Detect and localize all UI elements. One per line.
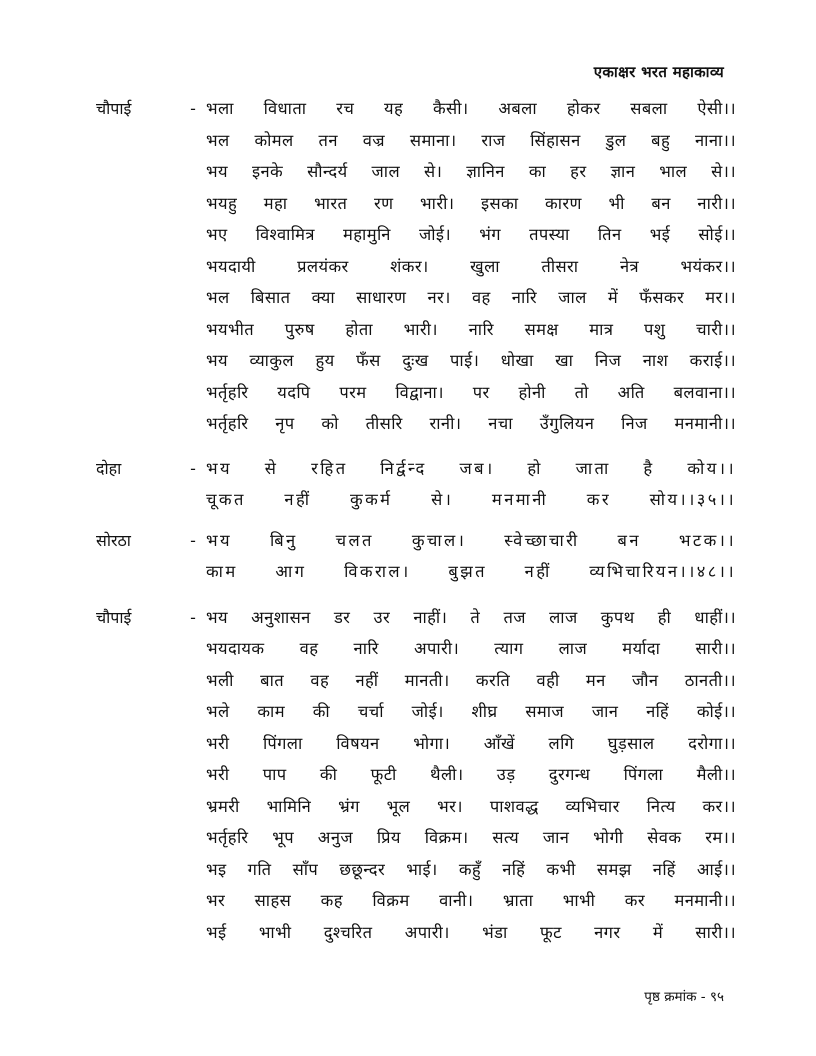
section-label: सोरठा — [96, 530, 131, 550]
verse-line: भइ गति साँप छछून्दर भाई। कहुँ नहिं कभी समझ नहिं आई।। — [206, 859, 736, 879]
verse-line: भय इनके सौन्दर्य जाल से। ज्ञानिन का हर ज्ञान भाल से।। — [206, 162, 736, 181]
verse-line: भर्तृहरि भूप अनुज प्रिय विक्रम। सत्य जान भोगी सेवक रम।। — [206, 828, 736, 847]
verse-line: भ्रमरी भामिनि भ्रंग भूल भर। पाशवद्ध व्यभिचार नित्य कर।। — [206, 796, 736, 816]
verse-line: काम आग विकराल। बुझत नहीं व्यभिचारियन।।४८।। — [206, 562, 736, 581]
verse-line: भरी पिंगला विषयन भोगा। आँखें लगि घुड़साल दरोगा।। — [206, 733, 736, 753]
verse-line: भयभीत पुरुष होता भारी। नारि समक्ष मात्र पशु चारी।। — [206, 319, 736, 339]
verse-line: भय अनुशासन डर उर नाहीं। ते तज लाज कुपथ ही धाहीं।। — [206, 607, 736, 627]
section-dash: - — [190, 607, 196, 627]
verse-line: भय बिनु चलत कुचाल। स्वेच्छाचारी बन भटक।। — [206, 530, 736, 550]
section-dash: - — [190, 530, 196, 550]
section-label: चौपाई — [96, 99, 132, 118]
section-label: दोहा — [96, 458, 122, 478]
section-dash: - — [190, 99, 196, 118]
section-sortha — [96, 525, 736, 588]
verse-line: भयदायी प्रलयंकर शंकर। खुला तीसरा नेत्र भयंकर।। — [206, 256, 736, 276]
verse-line: भरी पाप की फूटी थैली। उड़ दुरगन्ध पिंगला मैली।। — [206, 765, 736, 784]
verse-line: भले काम की चर्चा जोई। शीघ्र समाज जान नहिं कोई।। — [206, 702, 736, 721]
verse-line: चूकत नहीं कुकर्म से। मनमानी कर सोय।।३५।। — [206, 490, 736, 509]
verse-line: भला विधाता रच यह कैसी। अबला होकर सबला ऐसी।। — [206, 99, 736, 118]
verse-line: भयदायक वह नारि अपारी। त्याग लाज मर्यादा सारी।। — [206, 639, 736, 658]
verse-line: भर साहस कह विक्रम वानी। भ्राता भाभी कर मनमानी।। — [206, 891, 736, 910]
verse-line: भल बिसात क्या साधारण नर। वह नारि जाल में फँसकर मर।। — [206, 288, 736, 307]
verse-line: भर्तृहरि यदपि परम विद्वाना। पर होनी तो अति बलवाना।। — [206, 382, 736, 402]
verse-line: भय से रहित निर्द्वन्द जब। हो जाता है कोय।। — [206, 458, 736, 478]
verse-line: भय व्याकुल हुय फँस दुःख पाई। धोखा खा निज नाश कराई।। — [206, 351, 736, 370]
verse-line: भयहु महा भारत रण भारी। इसका कारण भी बन नारी।। — [206, 193, 736, 213]
section-chaupai-2 — [96, 602, 736, 949]
section-label: चौपाई — [96, 607, 132, 627]
verse-line: भए विश्वामित्र महामुनि जोई। भंग तपस्या तिन भई सोई।। — [206, 225, 736, 244]
verse-lines — [206, 453, 736, 516]
verse-lines — [206, 525, 736, 588]
verse-line: भली बात वह नहीं मानती। करति वही मन जौन ठानती।। — [206, 670, 736, 690]
page-content — [96, 93, 736, 948]
section-doha — [96, 453, 736, 516]
verse-line: भई भाभी दुश्चरित अपारी। भंडा फूट नगर में सारी।। — [206, 922, 736, 942]
verse-lines — [206, 93, 736, 440]
section-chaupai-1 — [96, 93, 736, 440]
section-dash: - — [190, 458, 196, 478]
page-number: पृष्ठ क्रमांक - ९५ — [644, 989, 724, 1005]
verse-line: भर्तृहरि नृप को तीसरि रानी। नचा उँगुलियन निज मनमानी।। — [206, 414, 736, 433]
verse-line: भल कोमल तन वज्र समाना। राज सिंहासन डुल बहु नाना।। — [206, 130, 736, 150]
verse-lines — [206, 602, 736, 949]
running-header: एकाक्षर भरत महाकाव्य — [593, 63, 724, 81]
